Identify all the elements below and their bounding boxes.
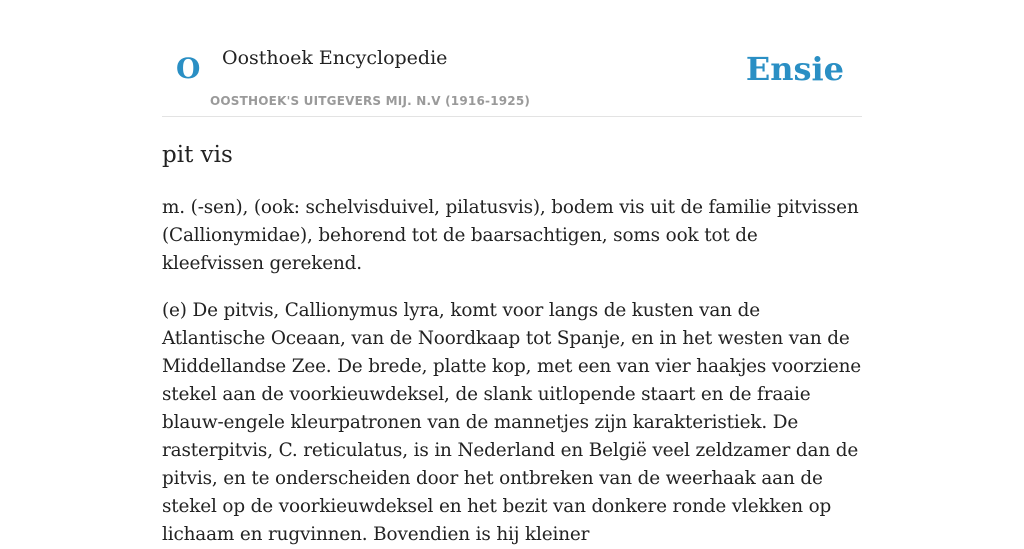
source-header	[162, 0, 862, 117]
source-title-link[interactable]: Oosthoek Encyclopedie	[222, 47, 448, 69]
entry-content	[162, 136, 862, 549]
publisher-label: OOSTHOEK'S UITGEVERS MIJ. N.V (1916-1925)	[210, 94, 531, 108]
entry-paragraph: m. (-sen), (ook: schelvisduivel, pilatusvis), bodem vis uit de familie pitvissen (Callionymidae), behorend tot de baarsachtigen, soms ook tot de kleefvissen gerekend.	[162, 197, 859, 274]
entry-term: pit vis	[162, 142, 233, 168]
source-logo[interactable]: O	[176, 52, 201, 85]
entry-paragraph: (e) De pitvis, Callionymus lyra, komt voor langs de kusten van de Atlantische Oceaan, van de Noordkaap tot Spanje, en in het westen van de Middellandse Zee. De brede, platte kop, met een van vier haakjes voorziene stekel aan de voorkieuwdeksel, de slank uitlopende staart en de fraaie blauw-engele kleurpatronen van de mannetjes zijn karakteristiek. De rasterpitvis, C. reticulatus, is in Nederland en België veel zeldzamer dan de pitvis, en te onderscheiden door het ontbreken van de weerhaak aan de stekel op de voorkieuwdeksel en het bezit van donkere ronde vlekken op lichaam en rugvinnen. Bovendien is hij kleiner	[162, 300, 862, 545]
ensie-logo-link[interactable]: Ensie	[745, 50, 844, 88]
